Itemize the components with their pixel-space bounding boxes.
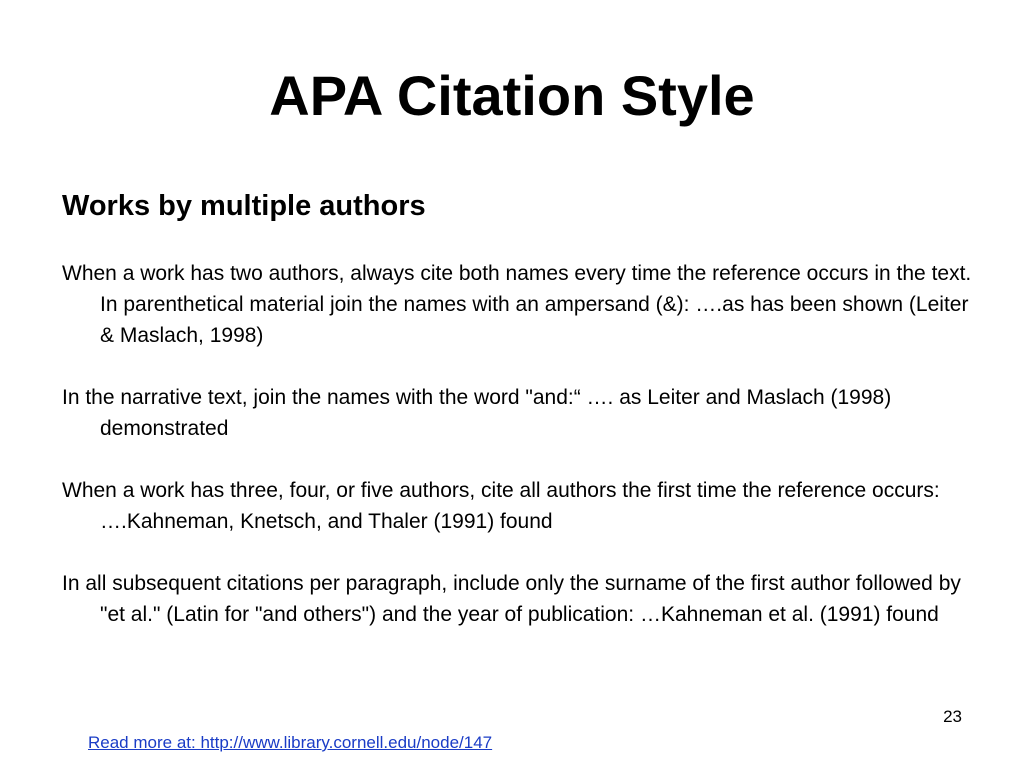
slide-title: APA Citation Style xyxy=(269,64,755,127)
paragraph-two-authors: When a work has two authors, always cite both names every time the reference occurs in the text. In parenthetical material join the names with an ampersand (&): ….as has been shown (Leiter & Maslach, 1998) xyxy=(62,262,972,347)
slide-body xyxy=(62,258,982,630)
paragraph-narrative-text: In the narrative text, join the names with the word "and:“ …. as Leiter and Maslach (1998) demonstrated xyxy=(62,386,892,440)
paragraph-three-to-five-authors: When a work has three, four, or five authors, cite all authors the first time the reference occurs: ….Kahneman, Knetsch, and Thaler (1991) found xyxy=(62,479,940,533)
read-more-link[interactable]: Read more at: http://www.library.cornell.edu/node/147 xyxy=(88,733,493,752)
slide-subtitle: Works by multiple authors xyxy=(62,190,426,222)
paragraph-subsequent-citations: In all subsequent citations per paragraph, include only the surname of the first author followed by "et al." (Latin for "and others") and the year of publication: …Kahneman et al. (1991) found xyxy=(62,572,961,626)
page-number: 23 xyxy=(943,707,962,726)
